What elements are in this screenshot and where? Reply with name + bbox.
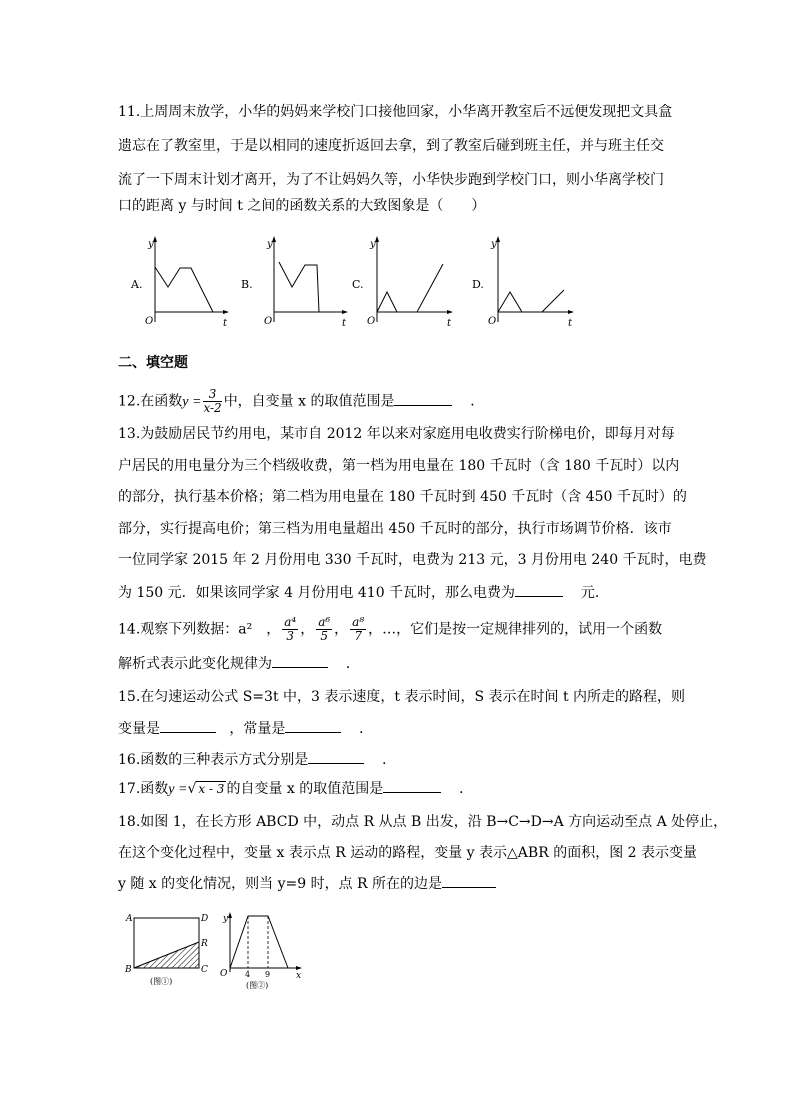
q12-suffix: 中，自变量 x 的取值范围是 bbox=[223, 393, 395, 410]
option-a-graph bbox=[143, 232, 233, 332]
fig2-tick-9: 9 bbox=[265, 970, 271, 979]
q18-line-1: 18.如图 1，在长方形 ABCD 中，动点 R 从点 B 出发，沿 B→C→D→A 方向运动至点 A 处停止， bbox=[118, 814, 728, 830]
q17-line: 17.函数y =√ x - 3 的自变量 x 的取值范围是 ． bbox=[118, 778, 473, 800]
option-d-label: D. bbox=[472, 278, 484, 291]
fig1-label-r: R bbox=[201, 939, 208, 949]
fig1-label-c: C bbox=[201, 965, 208, 975]
q14-line2-prefix: 解析式表示此变化规律为 bbox=[118, 656, 272, 672]
q17-answer-blank[interactable] bbox=[383, 778, 441, 793]
q11-line-3: 流了一下周末计划才离开，为了不让妈妈久等，小华快步跑到学校门口，则小华离学校门 bbox=[118, 172, 664, 188]
origin-label: O bbox=[367, 316, 376, 327]
axis-y-label: y bbox=[267, 239, 273, 250]
q12-func-lhs: y = bbox=[182, 394, 202, 410]
q15-line-1: 15.在匀速运动公式 S=3t 中，3 表示速度，t 表示时间，S 表示在时间 t 内所走的路程，则 bbox=[118, 689, 686, 705]
axis-x-label: t bbox=[568, 318, 573, 329]
fig2-axis-x: x bbox=[296, 971, 302, 981]
option-a-label: A. bbox=[131, 278, 143, 291]
q12-numerator: 3 bbox=[203, 388, 221, 402]
q15-variable-blank[interactable] bbox=[160, 718, 216, 733]
option-c-label: C. bbox=[352, 278, 364, 291]
q15-constant-label: ，常量是 bbox=[229, 721, 286, 737]
q17-prefix: 17.函数 bbox=[118, 781, 169, 797]
q13-line-6 bbox=[118, 582, 609, 603]
q13-line-3: 的部分，执行基本价格；第二档为用电量在 180 千瓦时到 450 千瓦时（含 450 千瓦时）的 bbox=[118, 489, 687, 505]
q14-frac-2-den: 5 bbox=[320, 629, 328, 643]
q14-fraction-1 bbox=[282, 616, 298, 643]
q14-suffix: ，…，它们是按一定规律排列的，试用一个函数 bbox=[368, 621, 663, 638]
q13-line-1: 13.为鼓励居民节约用电，某市自 2012 年以来对家庭用电收费实行阶梯电价，即每月对每 bbox=[118, 426, 675, 442]
q18-answer-blank[interactable] bbox=[442, 873, 496, 888]
axis-y-label: y bbox=[370, 239, 376, 250]
q12-end: ． bbox=[470, 393, 485, 410]
q16-answer-blank[interactable] bbox=[308, 749, 364, 764]
q13-line-4: 部分，实行提高电价；第三档为用电量超出 450 千瓦时的部分，执行市场调节价格．该市 bbox=[118, 521, 672, 537]
q13-line-2: 户居民的用电量分为三个档级收费，第一档为用电量在 180 千瓦时（含 180 千瓦时）以内 bbox=[118, 458, 680, 474]
q15-variable-label: 变量是 bbox=[118, 721, 160, 737]
figure-2-graph bbox=[218, 906, 308, 992]
option-c-graph bbox=[365, 232, 460, 332]
origin-label: O bbox=[264, 316, 273, 327]
q14-line-1: 14.观察下列数据：a² ， $\frac{\text{a⁴}}{3}$ ， $\frac{\text{a⁶}}{5}$ ， $\frac{\text{a⁸}}{7}$ ，…，它们是按一定规律排列的，试用一个函数 bbox=[118, 615, 663, 643]
fig2-axis-y: y bbox=[223, 914, 229, 924]
q14-line2-end: ． bbox=[345, 656, 360, 672]
q12-answer-blank[interactable] bbox=[394, 391, 452, 406]
axis-x-label: t bbox=[223, 318, 228, 329]
q14-frac-2-num: a⁶ bbox=[318, 615, 331, 629]
fig1-label-b: B bbox=[125, 965, 132, 975]
q12-prefix: 12.在函数 bbox=[118, 393, 183, 410]
q16-prefix: 16.函数的三种表示方式分别是 bbox=[118, 752, 309, 768]
figure-1-rectangle bbox=[122, 910, 222, 990]
origin-label: O bbox=[145, 316, 154, 327]
q16-line bbox=[118, 749, 396, 770]
q14-fraction-2 bbox=[316, 616, 332, 643]
q14-frac-1-num: a⁴ bbox=[284, 615, 297, 629]
q17-end: ． bbox=[459, 781, 474, 797]
q18-line-3 bbox=[118, 873, 496, 894]
axis-x-label: t bbox=[342, 318, 347, 329]
q13-answer-blank[interactable] bbox=[515, 582, 563, 597]
q18-line-2: 在这个变化过程中，变量 x 表示点 R 运动的路程，变量 y 表示△ABR 的面积，图 2 表示变量 bbox=[118, 845, 698, 861]
q15-end: ． bbox=[359, 721, 374, 737]
q15-line-2 bbox=[118, 718, 373, 739]
q16-end: ． bbox=[382, 752, 397, 768]
option-b-label: B. bbox=[241, 278, 253, 291]
axis-y-label: y bbox=[491, 239, 497, 250]
q14-line-2 bbox=[118, 653, 360, 674]
q14-prefix: 14.观察下列数据：a² ， bbox=[118, 621, 281, 638]
q12-fraction bbox=[203, 388, 221, 415]
fig2-origin: O bbox=[220, 969, 228, 979]
q14-frac-3-num: a⁸ bbox=[352, 615, 365, 629]
q13-last-prefix: 为 150 元．如果该同学家 4 月份用电 410 千瓦时，那么电费为 bbox=[118, 585, 516, 601]
option-d-graph bbox=[486, 232, 581, 332]
option-b-graph bbox=[262, 232, 352, 332]
q14-frac-3-den: 7 bbox=[354, 629, 362, 643]
q11-line-4: 口的距离 y 与时间 t 之间的函数关系的大致图象是（ ） bbox=[118, 198, 486, 214]
q13-line-5: 一位同学家 2015 年 2 月份用电 330 千瓦时，电费为 213 元，3 月份用电 240 千瓦时，电费 bbox=[118, 552, 707, 568]
q11-line-1: 11.上周周末放学，小华的妈妈来学校门口接他回家，小华离开教室后不远便发现把文具盒 bbox=[118, 104, 673, 120]
q13-last-suffix: 元． bbox=[580, 585, 609, 601]
q15-constant-blank[interactable] bbox=[285, 718, 341, 733]
q14-frac-1-den: 3 bbox=[286, 629, 295, 643]
fig1-caption: (图①) bbox=[150, 977, 173, 986]
q11-line-2: 遗忘在了教室里，于是以相同的速度折返回去拿，到了教室后碰到班主任，并与班主任交 bbox=[118, 138, 664, 154]
axis-x-label: t bbox=[447, 318, 452, 329]
q17-suffix: 的自变量 x 的取值范围是 bbox=[226, 781, 384, 797]
q14-answer-blank[interactable] bbox=[272, 653, 328, 668]
origin-label: O bbox=[488, 316, 497, 327]
q14-fraction-3 bbox=[350, 616, 366, 643]
fig1-label-a: A bbox=[126, 914, 133, 924]
q17-radicand: x - 3 bbox=[198, 782, 225, 796]
q18-last: y 随 x 的变化情况，则当 y=9 时，点 R 所在的边是 bbox=[118, 876, 443, 892]
fig2-caption: (图②) bbox=[246, 981, 269, 990]
q12-line bbox=[118, 388, 484, 415]
q17-func-lhs: y = bbox=[168, 782, 188, 797]
axis-y-label: y bbox=[148, 239, 154, 250]
fig2-tick-4: 4 bbox=[245, 970, 251, 979]
fig1-label-d: D bbox=[201, 914, 209, 924]
q12-denominator: x-2 bbox=[203, 401, 222, 415]
section-heading: 二、填空题 bbox=[118, 355, 188, 371]
